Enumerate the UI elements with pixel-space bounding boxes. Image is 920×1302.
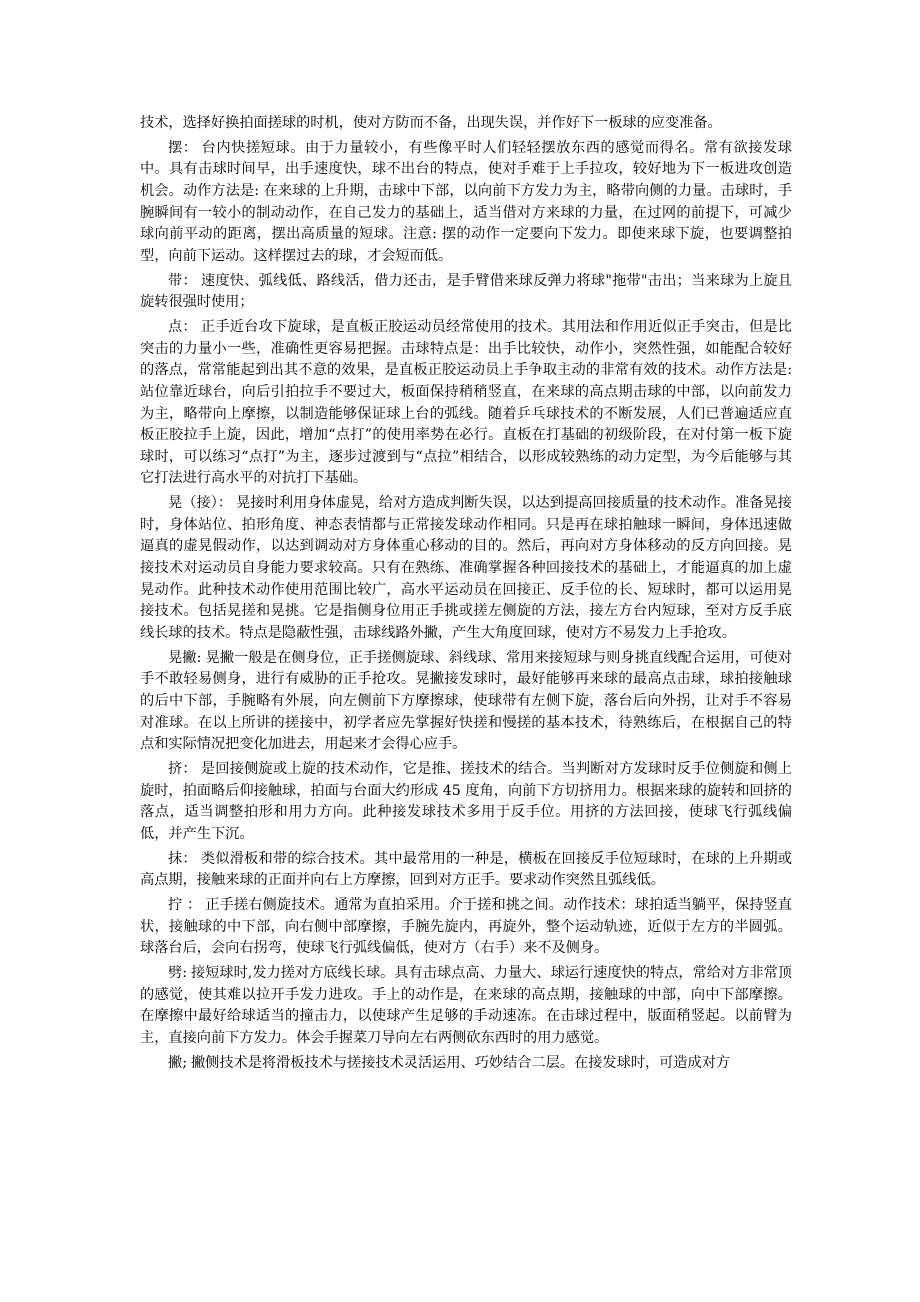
document-page: [140, 113, 792, 1078]
paragraph-ning: [140, 895, 792, 960]
paragraph-body: 是回接侧旋或上旋的技术动作，它是推、搓技术的结合。当判断对方发球时反手位侧旋和侧上旋时，拍面略后仰接触球，拍面与台面大约形成 45 度角，向前下方切挤用力。根据来球的旋转和回挤的落点，适当调整拍形和用力方向。此种接发球技术多用于反手位。用挤的方法回接，使球飞行弧线偏低，并产生下沉。: [140, 761, 792, 842]
term-label: 晃撇:: [168, 649, 202, 666]
paragraph-dai: [140, 271, 792, 314]
paragraph-body: 接短球时,发力搓对方底线长球。具有击球点高、力量大、球运行速度快的特点，常给对方非常顶的感觉，使其难以拉开手发力进攻。手上的动作是，在来球的高点期，接触球的中部，向中下部摩擦。在摩擦中最好给球适当的撞击力，以使球产生足够的手动速冻。在击球过程中，版面稍竖起。以前臂为主，直接向前下方发力。体会手握菜刀导向左右两侧砍东西时的用力感觉。: [140, 965, 792, 1047]
paragraph-huang-pie: [140, 648, 792, 756]
paragraph-body: 晃接时利用身体虚晃，给对方造成判断失误，以达到提高回接质量的技术动作。准备晃接时，身体站位、拍形角度、神态表情都与正常接发球动作相同。只是再在球拍触球一瞬间，身体迅速做逼真的虚晃假动作，以达到调动对方身体重心移动的目的。然后，再向对方身体移动的反方向回接。晃接技术对运动员自身能力要求较高。只有在熟练、准确掌握各种回接技术的基础上，才能逼真的加上虚晃动作。此种技术动作使用范围比较广，高水平运动员在回接正、反手位的长、短球时，都可以运用晃接技术。包括晃搓和晃挑。它是指侧身位用正手挑或搓左侧旋的方法，接左方台内短球，至对方反手底线长球的技术。特点是隐蔽性强，击球线路外撇，产生大角度回球，使对方不易发力上手抢攻。: [140, 495, 792, 641]
paragraph-ji: [140, 759, 792, 845]
term-label: 拧 ：: [168, 897, 202, 914]
term-label: 挤：: [168, 761, 197, 777]
paragraph-continuation: [140, 113, 792, 135]
term-label: 摆：: [168, 139, 198, 156]
paragraph-body: 台内快搓短球。由于力量较小，有些像平时人们轻轻摆放东西的感觉而得名。常有欲接发球中。具有击球时间早，出手速度快，球不出台的特点，使对手难于上手拉攻，较好地为下一板进攻创造机会。动作方法是: 在来球的上升期，击球中下部，以向前下方发力为主，略带向侧的力量。击球时，手腕瞬间有一较小的制动动作，在自己发力的基础上，适当借对方来球的力量，在过网的前提下，可减少球向前平动的距离，摆出高质量的短球。注意: 摆的动作一定要向下发力。即使来球下旋，也要调整拍型，向前下运动。这样摆过去的球，才会短而低。: [140, 139, 792, 264]
term-label: 点：: [168, 319, 197, 336]
paragraph-body: 速度快、弧线低、路线活，借力还击，是手臂借来球反弹力将球"拖带"击出；当来球为上旋且旋转很强时使用；: [140, 272, 792, 311]
paragraph-body: 晃撇一般是在侧身位，正手搓侧旋球、斜线球、常用来接短球与则身挑直线配合运用，可使对手不敢轻易侧身，进行有威胁的正手抢攻。晃撇接发球时，最好能够再来球的最高点击球，球拍接触球的后中下部，手腕略有外展，向左侧前下方摩擦球，使球带有左侧下旋，落台后向外拐，让对手不容易对准球。在以上所讲的搓接中，初学者应先掌握好快搓和慢搓的基本技术，待熟练后，在根据自己的特点和实际情况把变化加进去，用起来才会得心应手。: [140, 649, 792, 753]
paragraph-dian: [140, 317, 792, 490]
paragraph-pi: [140, 963, 792, 1049]
term-label: 抹：: [168, 850, 197, 867]
paragraph-body: 正手搓右侧旋技术。通常为直拍采用。介于搓和挑之间。动作技术：球拍适当躺平，保持竖直状，接触球的中下部，向右侧中部摩擦，手腕先旋内，再旋外，整个运动轨迹，近似于左方的半圆弧。球落台后，会向右拐弯，使球飞行弧线偏低，使对方（右手）来不及侧身。: [140, 897, 792, 957]
term-label: 撇;: [168, 1054, 187, 1071]
paragraph-bai: [140, 138, 792, 268]
paragraph-body: 类似滑板和带的综合技术。其中最常用的一种是，横板在回接反手位短球时，在球的上升期或高点期，接触来球的正面并向右上方摩擦，回到对方正手。要求动作突然且弧线低。: [140, 850, 792, 889]
paragraph-body: 正手近台攻下旋球，是直板正胶运动员经常使用的技术。其用法和作用近似正手突击，但是比突击的力量小一些，准确性更容易把握。击球特点是：出手比较快，动作小，突然性强，如能配合较好的落点，常常能起到出其不意的效果，是直板正胶运动员上手争取主动的非常有效的技术。动作方法是: 站位靠近球台，向后引拍拉手不要过大，板面保持稍稍竖直，在来球的高点期击球的中部，以向前发力为主，略带向上摩擦，以制造能够保证球上台的弧线。随着乒乓球技术的不断发展，人们已普遍适应直板正胶拉手上旋，因此，增加“点打”的使用率势在必行。直板在打基础的初级阶段，在对付第一板下旋球时，可以练习“点打”为主，逐步过渡到与“点拉”相结合，以形成较熟练的动力定型，为今后能够与其它打法进行高水平的对抗打下基础。: [140, 319, 792, 487]
paragraph-huang-jie: [140, 493, 792, 644]
paragraph-body: 撇侧技术是将滑板技术与搓接技术灵活运用、巧妙结合二层。在接发球时，可造成对方: [190, 1054, 731, 1071]
term-label: 带：: [168, 272, 197, 289]
term-label: 晃（接）：: [168, 495, 233, 512]
paragraph-pie: [140, 1053, 792, 1075]
paragraph-body: 技术，选择好换拍面搓球的时机，使对方防而不备，出现失误，并作好下一板球的应变准备。: [140, 115, 722, 131]
term-label: 劈:: [168, 965, 187, 982]
paragraph-mo: [140, 849, 792, 892]
